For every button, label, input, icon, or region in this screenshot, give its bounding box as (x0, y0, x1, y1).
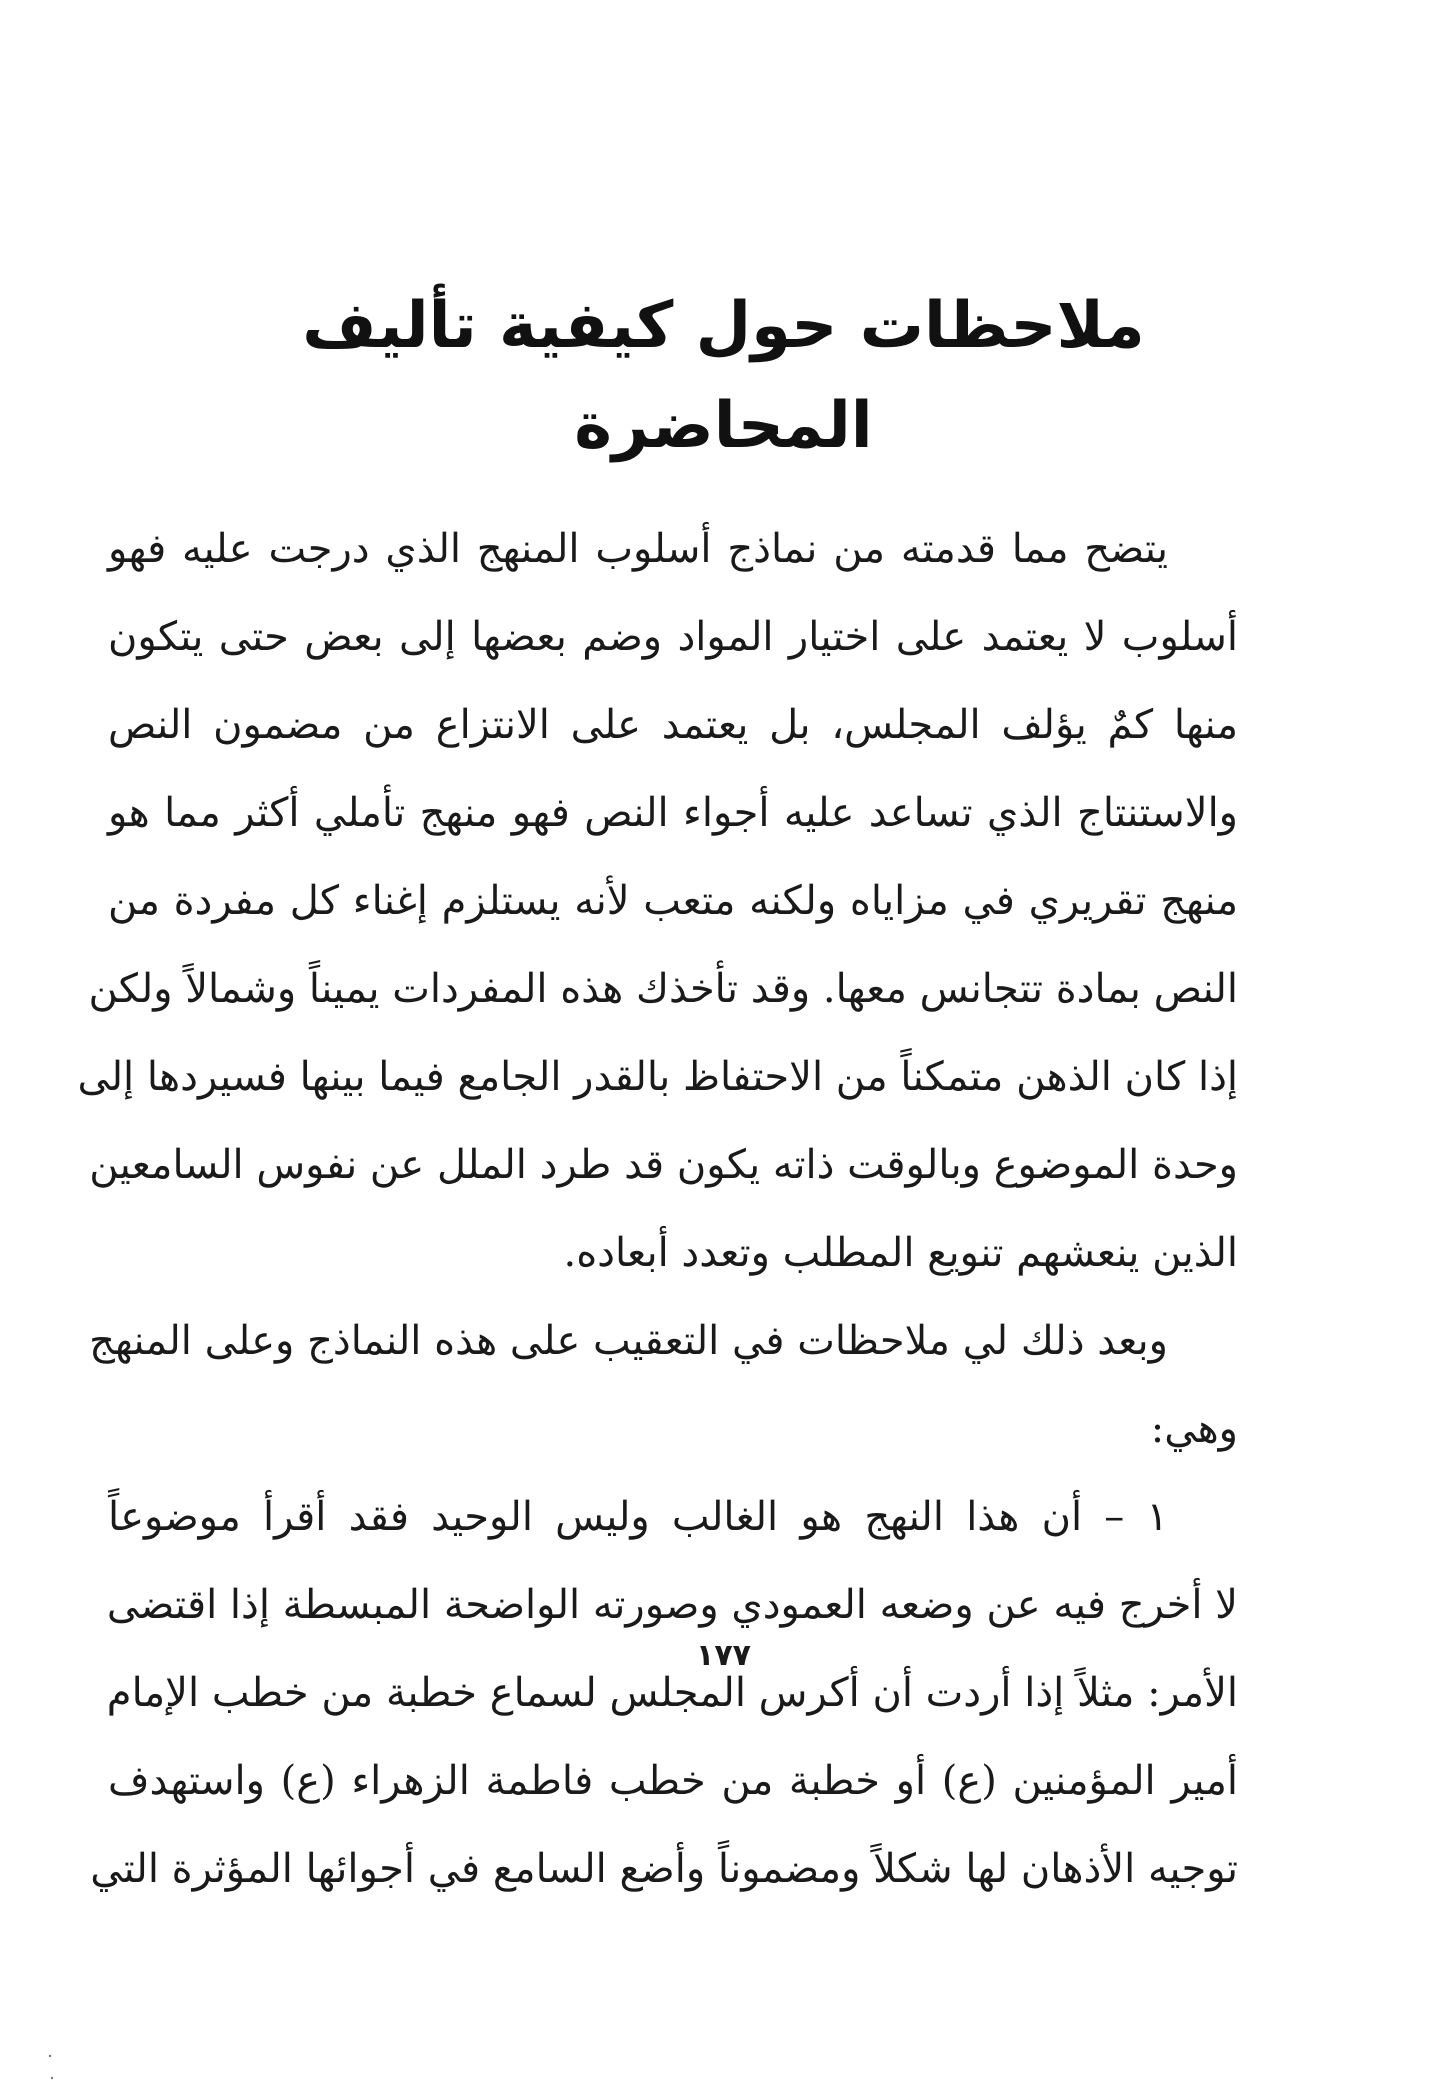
text-line: أسلوب لا يعتمد على اختيار المواد وضم بعضها إلى بعض حتى يتكون (108, 614, 1238, 660)
text-line: الأمر: مثلاً إذا أردت أن أكرس المجلس لسماع خطبة من خطب الإمام (106, 1670, 1238, 1716)
text-line: وهي: (1150, 1406, 1238, 1452)
text-line: توجيه الأذهان لها شكلاً ومضموناً وأضع السامع في أجوائها المؤثرة التي (90, 1846, 1238, 1892)
scan-specks (40, 2050, 80, 2090)
body-text (77, 505, 1238, 1913)
text-line: وحدة الموضوع وبالوقت ذاته يكون قد طرد الملل عن نفوس السامعين (89, 1142, 1238, 1188)
text-line: ١ – أن هذا النهج هو الغالب وليس الوحيد فقد أقرأ موضوعاً (108, 1494, 1168, 1540)
text-line: والاستنتاج الذي تساعد عليه أجواء النص فهو منهج تأملي أكثر مما هو (108, 790, 1238, 836)
page-title: ملاحظات حول كيفية تأليف المحاضرة (302, 289, 1145, 463)
speck-dot (49, 2055, 51, 2057)
text-line: إذا كان الذهن متمكناً من الاحتفاظ بالقدر الجامع فيما بينها فسيردها إلى (77, 1054, 1238, 1100)
text-line: منها كمٌ يؤلف المجلس، بل يعتمد على الانتزاع من مضمون النص (108, 702, 1238, 748)
text-line: وبعد ذلك لي ملاحظات في التعقيب على هذه النماذج وعلى المنهج (89, 1318, 1168, 1364)
text-line: أمير المؤمنين (ع) أو خطبة من خطب فاطمة الزهراء (ع) واستهدف (108, 1758, 1238, 1804)
text-line: منهج تقريري في مزاياه ولكنه متعب لأنه يستلزم إغناء كل مفردة من (108, 878, 1238, 924)
page-number: ١٧٧ (696, 1638, 751, 1673)
text-line: الذين ينعشهم تنويع المطلب وتعدد أبعاده. (563, 1230, 1238, 1276)
speck-dot (51, 2077, 53, 2079)
text-line: النص بمادة تتجانس معها. وقد تأخذك هذه المفردات يميناً وشمالاً ولكن (88, 966, 1238, 1012)
text-line: يتضح مما قدمته من نماذج أسلوب المنهج الذي درجت عليه فهو (108, 526, 1168, 572)
text-line: لا أخرج فيه عن وضعه العمودي وصورته الواضحة المبسطة إذا اقتضى (106, 1582, 1238, 1628)
